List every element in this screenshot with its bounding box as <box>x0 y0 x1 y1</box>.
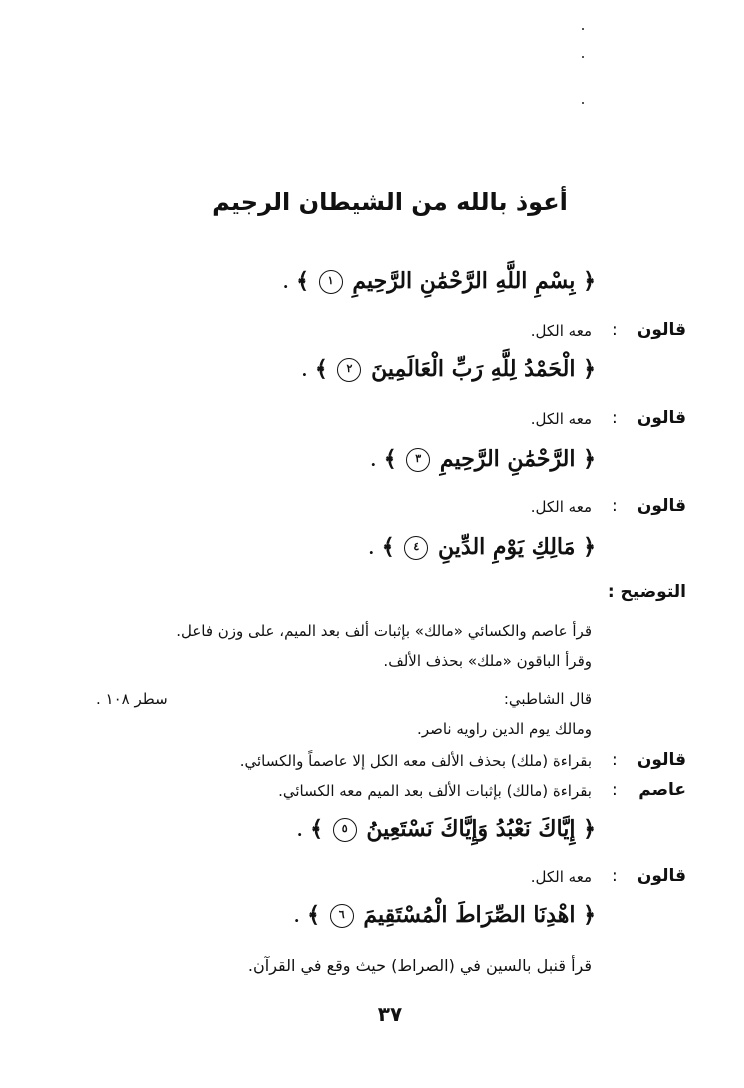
reader-name: قالون <box>636 866 686 886</box>
scan-speck <box>582 102 584 104</box>
verse-number-marker: ٣ <box>406 448 430 472</box>
verse-number-marker: ٦ <box>330 904 354 928</box>
verse-close-bracket: ﴾ <box>383 446 397 472</box>
note-text: معه الكل. <box>530 868 592 886</box>
verse-open-bracket: ﴿ <box>583 902 596 928</box>
scan-speck <box>582 56 584 58</box>
reader-name: قالون <box>636 750 686 770</box>
verse-open-bracket: ﴿ <box>583 356 596 382</box>
verse-4 <box>369 534 596 560</box>
verse-close-bracket: ﴾ <box>310 816 324 842</box>
verse-text: اهْدِنَا الصِّرَاطَ الْمُسْتَقِيمَ <box>363 902 576 928</box>
reading-text: بقراءة (ملك) بحذف الألف معه الكل إلا عاصماً والكسائي. <box>239 752 592 770</box>
separator-colon: : <box>612 866 618 886</box>
final-note: قرأ قنبل بالسين في (الصراط) حيث وقع في القرآن. <box>247 956 592 975</box>
page-heading: أعوذ بالله من الشيطان الرجيم <box>212 188 568 216</box>
separator-colon: : <box>612 408 618 428</box>
reading-text: بقراءة (مالك) بإثبات الألف بعد الميم معه الكسائي. <box>278 782 592 800</box>
verse-2 <box>302 356 596 382</box>
verse-open-bracket: ﴿ <box>583 268 596 294</box>
separator-colon: : <box>612 780 618 800</box>
verse-open-bracket: ﴿ <box>583 534 596 560</box>
note-text: معه الكل. <box>530 322 592 340</box>
note-text: معه الكل. <box>530 498 592 516</box>
verse-text: مَالِكِ يَوْمِ الدِّينِ <box>438 534 576 560</box>
verse-5 <box>297 816 596 842</box>
separator-colon: : <box>612 320 618 340</box>
verse-end-dot: . <box>370 451 377 470</box>
verse-close-bracket: ﴾ <box>296 268 309 294</box>
verse-text: الْحَمْدُ لِلَّهِ رَبِّ الْعَالَمِينَ <box>371 356 576 382</box>
shatibi-line-reference: سطر ١٠٨ . <box>96 690 168 708</box>
verse-text: إِيَّاكَ نَعْبُدُ وَإِيَّاكَ نَسْتَعِينُ <box>366 816 576 842</box>
scan-speck <box>582 28 584 30</box>
verse-end-dot: . <box>368 539 375 558</box>
page-number: ٣٧ <box>377 1002 403 1026</box>
shatibi-label: قال الشاطبي: <box>503 690 592 708</box>
verse-end-dot: . <box>282 273 289 292</box>
verse-6 <box>294 902 596 928</box>
explanation-heading: التوضيح : <box>607 582 686 602</box>
verse-end-dot: . <box>296 821 303 840</box>
verse-close-bracket: ﴾ <box>307 902 320 928</box>
reader-name: قالون <box>636 496 686 516</box>
reader-name: قالون <box>636 408 686 428</box>
verse-number-marker: ١ <box>319 270 343 294</box>
separator-colon: : <box>612 496 618 516</box>
verse-close-bracket: ﴾ <box>381 534 395 560</box>
verse-1 <box>283 268 596 294</box>
reader-name: قالون <box>636 320 686 340</box>
verse-end-dot: . <box>293 907 300 926</box>
verse-number-marker: ٥ <box>333 818 357 842</box>
explanation-line: قرأ عاصم والكسائي «مالك» بإثبات ألف بعد الميم، على وزن فاعل. <box>176 622 592 640</box>
verse-text: بِسْمِ اللَّهِ الرَّحْمَٰنِ الرَّحِيمِ <box>352 268 576 294</box>
verse-number-marker: ٤ <box>404 536 428 560</box>
separator-colon: : <box>612 750 618 770</box>
verse-text: الرَّحْمَٰنِ الرَّحِيمِ <box>439 446 576 472</box>
verse-open-bracket: ﴿ <box>583 816 596 842</box>
reader-name: عاصم <box>638 780 686 800</box>
verse-open-bracket: ﴿ <box>583 446 596 472</box>
note-text: معه الكل. <box>530 410 592 428</box>
shatibi-verse: ومالك يوم الدين راويه ناصر. <box>417 720 592 738</box>
verse-3 <box>370 446 596 472</box>
explanation-line: وقرأ الباقون «ملك» بحذف الألف. <box>383 652 592 670</box>
verse-number-marker: ٢ <box>337 358 361 382</box>
verse-end-dot: . <box>301 361 308 380</box>
verse-close-bracket: ﴾ <box>314 356 328 382</box>
